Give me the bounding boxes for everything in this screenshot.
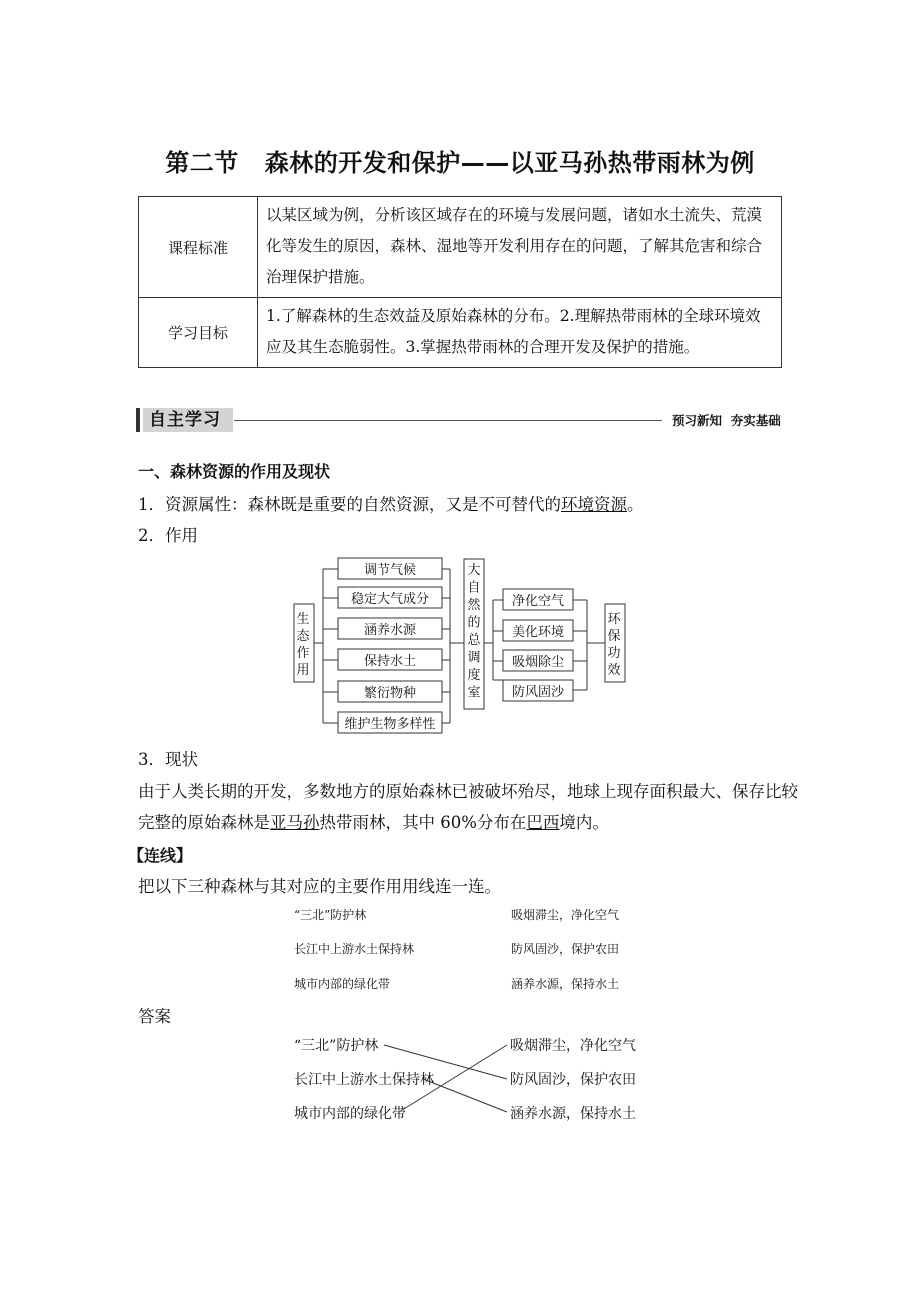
answer-left-2: 长江中上游水土保持林 <box>294 1072 434 1088</box>
answer-line-2 <box>423 1079 507 1112</box>
left-item-4: 保持水土 <box>363 654 417 669</box>
status-answer-amazon: 亚马孙 <box>270 813 320 832</box>
answer-label: 答案 <box>138 1007 171 1026</box>
course-standard-header: 课程标准 <box>139 197 258 298</box>
exercise-left-2: 长江中上游水土保持林 <box>294 942 415 956</box>
answer-right-1: 吸烟滞尘，净化空气 <box>510 1038 636 1054</box>
left-item-1: 调节气候 <box>363 563 417 578</box>
right-item-3: 吸烟除尘 <box>511 655 565 670</box>
left-item-2: 稳定大气成分 <box>350 592 430 607</box>
exercise-right-1: 吸烟滞尘，净化空气 <box>511 908 620 922</box>
item1-suffix: 。 <box>627 495 644 514</box>
answer-line-1 <box>384 1045 507 1079</box>
left-vertical-label: 生态作用 <box>296 612 312 678</box>
right-item-1: 净化空气 <box>511 594 565 609</box>
exercise-right-2: 防风固沙，保护农田 <box>511 942 620 956</box>
item-status: 3．现状 <box>138 750 198 769</box>
learning-goal-content: 1.了解森林的生态效益及原始森林的分布。2.理解热带雨林的全球环境效应及其生态脆弱性。3.掌握热带雨林的合理开发及保护的措施。 <box>258 298 782 368</box>
center-vertical-label: 大自然的总调度室 <box>467 563 481 701</box>
right-item-4: 防风固沙 <box>511 685 565 700</box>
item-function: 2．作用 <box>138 526 198 545</box>
exercise-left-1: “三北”防护林 <box>294 908 367 922</box>
item1-text: 1．资源属性：森林既是重要的自然资源，又是不可替代的 <box>138 495 561 514</box>
left-item-3: 涵养水源 <box>363 623 417 638</box>
right-item-2: 美化环境 <box>511 625 565 640</box>
learning-goal-header: 学习目标 <box>139 298 258 368</box>
answer-left-1: “三北”防护林 <box>294 1038 379 1054</box>
left-item-5: 繁衍物种 <box>363 686 417 701</box>
right-vertical-label: 环保功效 <box>607 612 623 678</box>
status-line-1: 由于人类长期的开发，多数地方的原始森林已被破坏殆尽，地球上现存面积最大、保存比较 <box>138 782 798 801</box>
status-text-a: 完整的原始森林是 <box>138 813 270 832</box>
section-label: 自主学习 <box>143 408 233 432</box>
answer-right-3: 涵养水源，保持水土 <box>510 1106 636 1122</box>
connect-label: 【连线】 <box>128 846 193 865</box>
exercise-right-3: 涵养水源，保持水土 <box>511 977 620 991</box>
answer-line-3 <box>399 1045 507 1112</box>
connect-instruction: 把以下三种森林与其对应的主要作用用线连一连。 <box>138 877 501 896</box>
status-answer-brazil: 巴西 <box>526 813 560 832</box>
heading-forest-resources: 一、森林资源的作用及现状 <box>138 462 331 481</box>
title-section-number: 第二节 <box>165 149 239 177</box>
status-text-b: 热带雨林，其中 60%分布在 <box>319 813 527 832</box>
left-item-6: 维护生物多样性 <box>344 717 436 732</box>
item1-answer: 环境资源 <box>561 495 627 514</box>
title-text: 森林的开发和保护——以亚马孙热带雨林为例 <box>264 149 755 177</box>
section-subtitle: 预习新知 夯实基础 <box>672 413 781 428</box>
exercise-left-3: 城市内部的绿化带 <box>294 977 391 991</box>
answer-left-3: 城市内部的绿化带 <box>294 1106 406 1122</box>
answer-right-2: 防风固沙，保护农田 <box>510 1072 636 1088</box>
course-standard-content: 以某区域为例，分析该区域存在的环境与发展问题，诸如水土流失、荒漠化等发生的原因，森林、湿地等开发利用存在的问题，了解其危害和综合治理保护措施。 <box>258 197 782 298</box>
status-text-c: 境内。 <box>559 813 609 832</box>
